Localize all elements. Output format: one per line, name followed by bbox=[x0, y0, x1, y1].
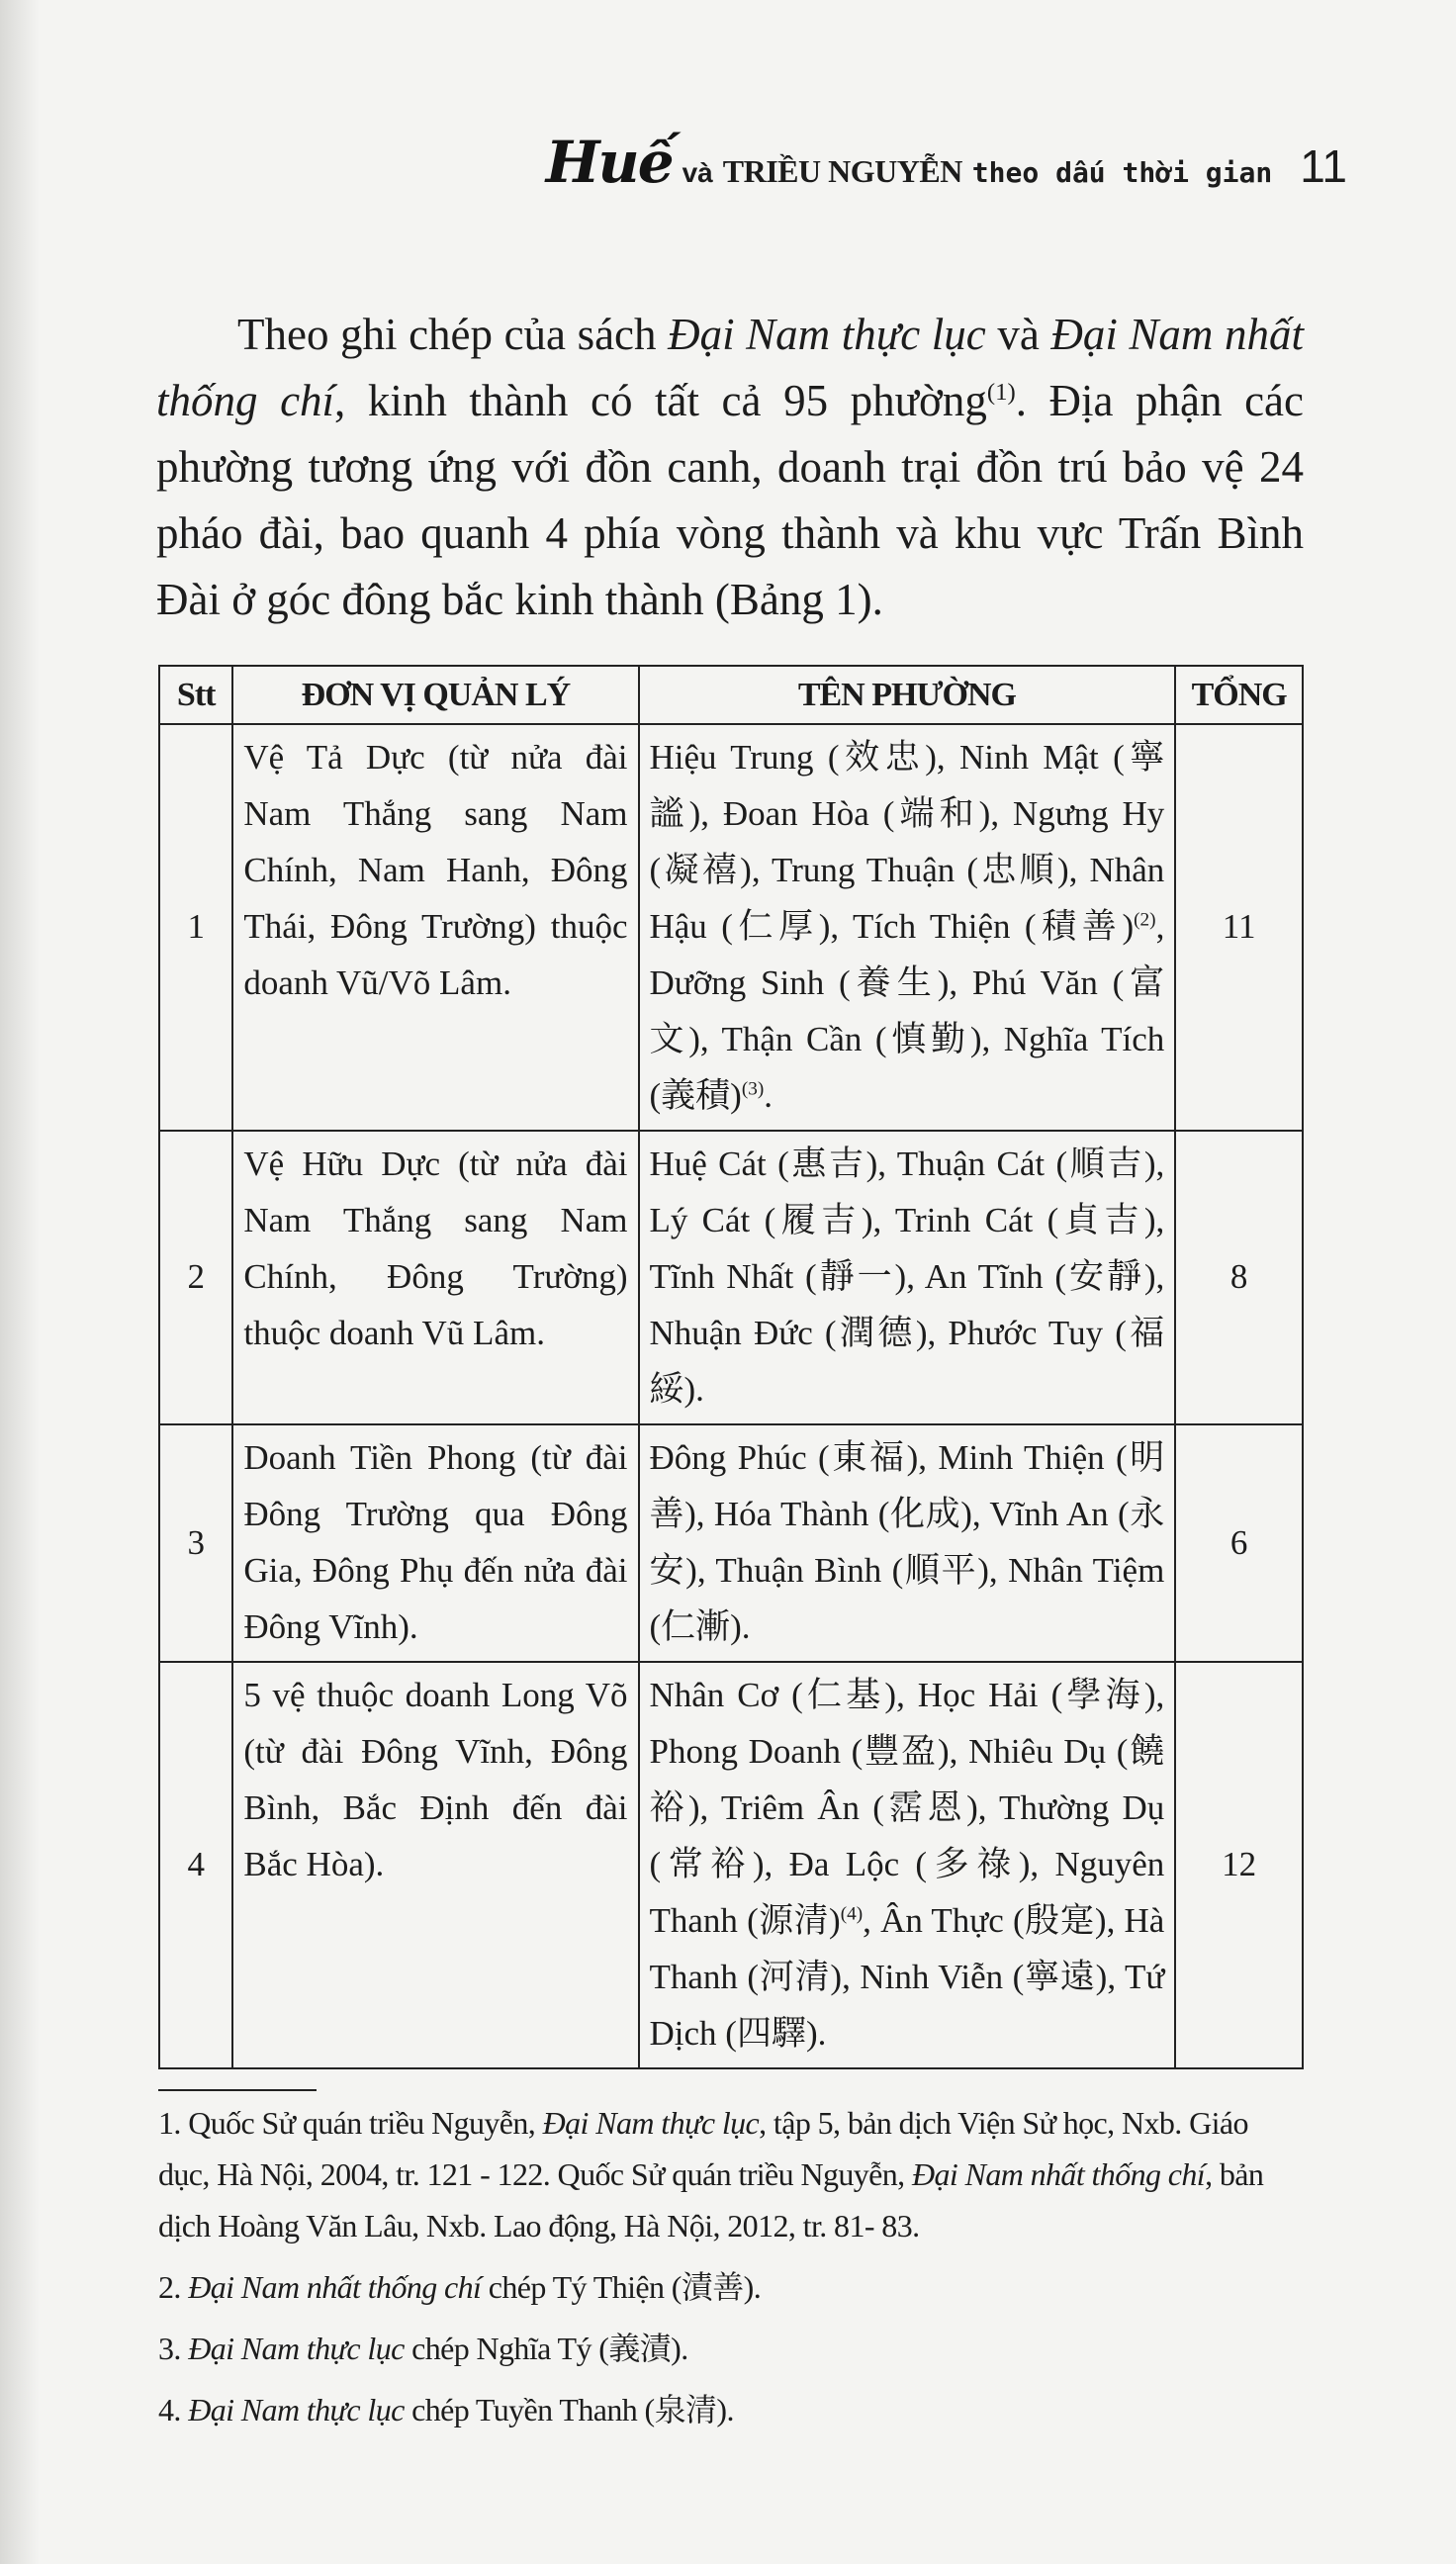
header-stt: Stt bbox=[159, 666, 232, 724]
book-title: Đại Nam nhất thống chí bbox=[911, 2156, 1206, 2192]
footnote-text: chép Tý Thiện (漬善). bbox=[481, 2269, 762, 2305]
footnote-4 bbox=[158, 2384, 1306, 2435]
row-unit: Doanh Tiền Phong (từ đài Đông Trường qua Đông Gia, Đông Phụ đến nửa đài Đông Vĩnh). bbox=[232, 1424, 638, 1662]
wards-text: , Ân Thực (殷寔), Hà Thanh (河清), Ninh Viễn (寧遠), Tứ Dịch (四驛). bbox=[649, 1901, 1165, 2053]
footnote-2 bbox=[158, 2261, 1306, 2313]
book-title: Đại Nam thực lục bbox=[188, 2331, 405, 2366]
page-edge-shadow bbox=[0, 0, 40, 2564]
book-title: Đại Nam nhất thống chí bbox=[156, 310, 1304, 425]
wards-text: , Dưỡng Sinh (養生), Phú Văn (富文), Thận Cần (慎勤), Nghĩa Tích (義積) bbox=[649, 907, 1165, 1115]
footnote-text: 1. Quốc Sử quán triều Nguyễn, bbox=[158, 2105, 543, 2141]
row-total: 11 bbox=[1175, 724, 1303, 1131]
paragraph-text: và bbox=[985, 310, 1051, 359]
footnote-text: , bản dịch Hoàng Văn Lâu, Nxb. Lao động, Hà Nội, 2012, tr. 81- 83. bbox=[158, 2156, 1264, 2244]
row-wards: Huệ Cát (惠吉), Thuận Cát (順吉), Lý Cát (履吉), Trinh Cát (貞吉), Tĩnh Nhất (靜一), An Tĩnh (安靜), Nhuận Đức (潤德), Phước Tuy (福綏). bbox=[639, 1131, 1176, 1424]
row-total: 6 bbox=[1175, 1424, 1303, 1662]
header-total: TỔNG bbox=[1175, 666, 1303, 724]
header-wards: TÊN PHƯỜNG bbox=[639, 666, 1176, 724]
footnotes bbox=[158, 2097, 1306, 2445]
book-title: Đại Nam thực lục bbox=[668, 310, 986, 359]
book-title: Đại Nam nhất thống chí bbox=[188, 2269, 482, 2305]
table-header-row bbox=[159, 666, 1303, 724]
row-unit: 5 vệ thuộc doanh Long Võ (từ đài Đông Vĩnh, Đông Bình, Bắc Định đến đài Bắc Hòa). bbox=[232, 1662, 638, 2068]
row-wards bbox=[639, 724, 1176, 1131]
wards-text: Nhân Cơ (仁基), Học Hải (學海), Phong Doanh (豐盈), Nhiêu Dụ (饒裕), Triêm Ân (霑恩), Thường Dụ (常裕), Đa Lộc (多祿), Nguyên Thanh (源清) bbox=[649, 1676, 1165, 1940]
footnote-ref: (1) bbox=[986, 379, 1016, 406]
row-number: 2 bbox=[159, 1131, 232, 1424]
wards-text: . bbox=[764, 1076, 774, 1115]
header-unit: ĐƠN VỊ QUẢN LÝ bbox=[232, 666, 638, 724]
paragraph-text: Theo ghi chép của sách bbox=[237, 310, 669, 359]
paragraph-text: , kinh thành có tất cả 95 phường bbox=[334, 376, 987, 425]
row-wards: Đông Phúc (東福), Minh Thiện (明善), Hóa Thành (化成), Vĩnh An (永安), Thuận Bình (順平), Nhân Tiệm (仁漸). bbox=[639, 1424, 1176, 1662]
footnote-text: 4. bbox=[158, 2392, 189, 2427]
footnote-divider bbox=[158, 2089, 317, 2091]
table-row bbox=[159, 1131, 1303, 1424]
footnote-ref: (4) bbox=[840, 1903, 864, 1925]
book-logo: Huế bbox=[545, 129, 673, 196]
book-title: Đại Nam thực lục bbox=[188, 2392, 405, 2427]
row-total: 8 bbox=[1175, 1131, 1303, 1424]
row-number: 3 bbox=[159, 1424, 232, 1662]
paragraph-text: . Địa phận các phường tương ứng với đồn canh, doanh trại đồn trú bảo vệ 24 pháo đài, bao quanh 4 phía vòng thành và khu vực Trấn Bình Đài ở góc đông bắc kinh thành (Bảng 1). bbox=[156, 376, 1304, 624]
footnote-text: 2. bbox=[158, 2269, 189, 2305]
footnote-ref: (3) bbox=[741, 1078, 765, 1100]
book-title: Đại Nam thực lục bbox=[542, 2105, 760, 2141]
table-row bbox=[159, 1662, 1303, 2068]
wards-text: Hiệu Trung (效忠), Ninh Mật (寧謐), Đoan Hòa (端和), Ngưng Hy (凝禧), Trung Thuận (忠順), Nhân Hậu (仁厚), Tích Thiện (積善) bbox=[649, 738, 1165, 946]
row-number: 4 bbox=[159, 1662, 232, 2068]
header-title-rest: theo dấu thời gian bbox=[971, 156, 1273, 189]
header-title-bold: TRIỀU NGUYỄN bbox=[722, 153, 962, 189]
row-wards bbox=[639, 1662, 1176, 2068]
footnote-1 bbox=[158, 2097, 1306, 2251]
wards-table bbox=[158, 665, 1304, 2069]
page-number: 11 bbox=[1300, 140, 1347, 192]
footnote-text: , tập 5, bản dịch Viện Sử học, Nxb. Giáo dục, Hà Nội, 2004, tr. 121 - 122. Quốc Sử quán triều Nguyễn, bbox=[158, 2105, 1248, 2192]
footnote-3 bbox=[158, 2323, 1306, 2374]
table-row bbox=[159, 724, 1303, 1131]
footnote-text: chép Nghĩa Tý (義漬). bbox=[404, 2331, 688, 2366]
footnote-ref: (2) bbox=[1134, 909, 1156, 931]
row-total: 12 bbox=[1175, 1662, 1303, 2068]
row-unit: Vệ Tả Dực (từ nửa đài Nam Thắng sang Nam Chính, Nam Hanh, Đông Thái, Đông Trường) thuộc doanh Vũ/Võ Lâm. bbox=[232, 724, 638, 1131]
row-number: 1 bbox=[159, 724, 232, 1131]
row-unit: Vệ Hữu Dực (từ nửa đài Nam Thắng sang Nam Chính, Đông Trường) thuộc doanh Vũ Lâm. bbox=[232, 1131, 638, 1424]
running-header bbox=[546, 129, 1347, 196]
table-row bbox=[159, 1424, 1303, 1662]
footnote-text: 3. bbox=[158, 2331, 189, 2366]
main-paragraph bbox=[156, 302, 1304, 633]
header-connector: và bbox=[682, 157, 713, 188]
footnote-text: chép Tuyền Thanh (泉清). bbox=[404, 2392, 734, 2427]
